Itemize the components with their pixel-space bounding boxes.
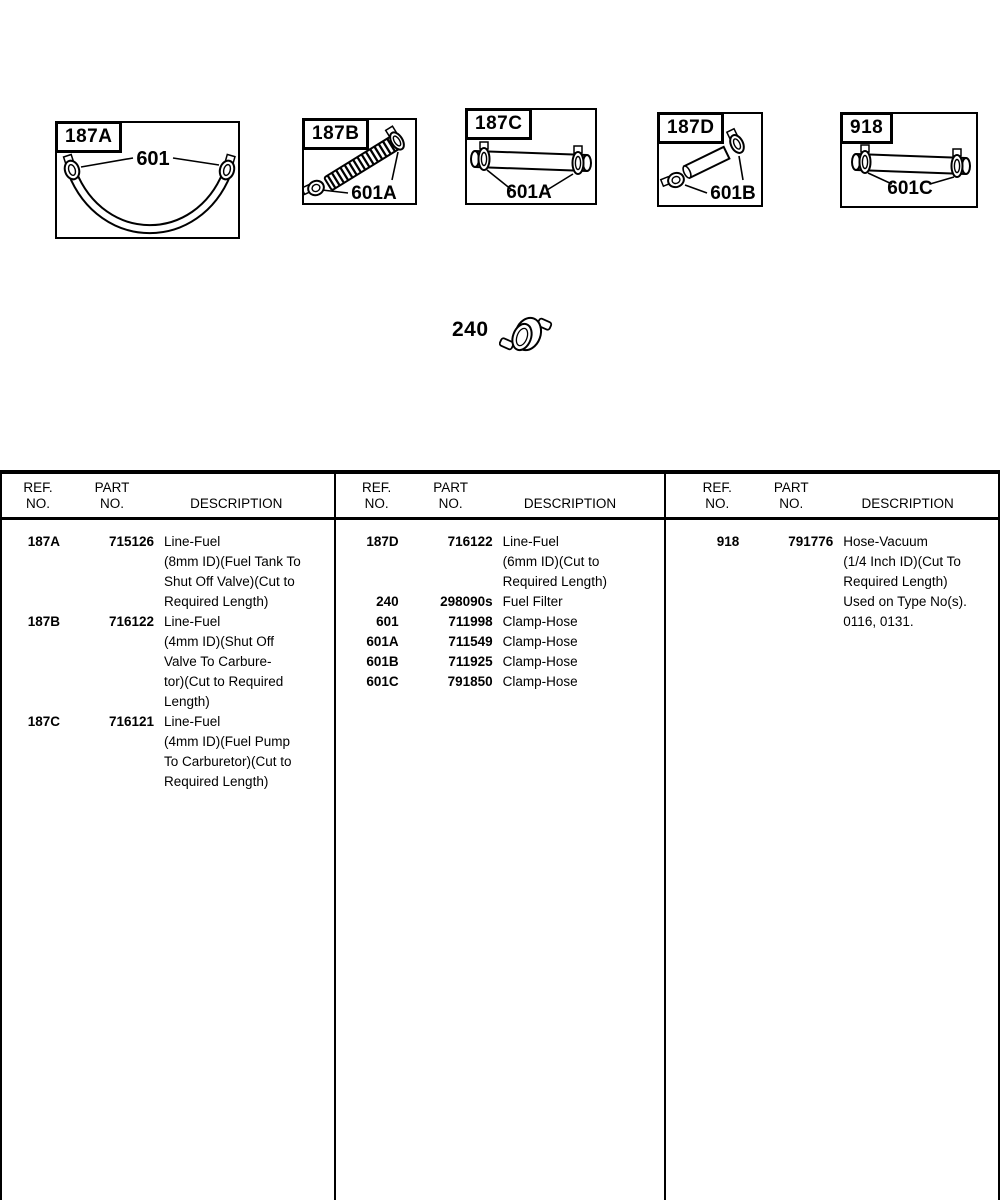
table-column-3: [663, 523, 998, 1200]
figure-tab-187a: 187A: [55, 121, 122, 153]
ref-no: 918: [716, 534, 740, 549]
figure-box-187c: [465, 108, 597, 205]
clamp-icon: [61, 154, 82, 182]
part-no-header: PART NO.: [433, 480, 468, 511]
figure-tab-187b: 187B: [302, 118, 369, 150]
description-header: DESCRIPTION: [861, 496, 954, 511]
part-description: Line-Fuel (8mm ID)(Fuel Tank To Shut Off Valve)(Cut to Required Length): [164, 534, 301, 609]
column-divider: [334, 474, 336, 1200]
part-description: Clamp-Hose: [502, 614, 578, 629]
ref-no-header: REF. NO.: [702, 480, 732, 511]
part-row: [355, 532, 664, 592]
part-no: 711925: [448, 654, 493, 669]
ref-no-header: REF. NO.: [361, 480, 392, 511]
clamp-icon: [660, 171, 686, 192]
part-no: 711549: [448, 634, 493, 649]
part-no-header: PART NO.: [94, 480, 130, 511]
part-no-header: PART NO.: [773, 480, 809, 511]
part-no: 716122: [447, 534, 493, 549]
part-no: 716122: [108, 614, 154, 629]
callout-601a: 601A: [351, 183, 397, 203]
part-row: [695, 532, 998, 632]
hose-icon: [681, 147, 729, 179]
ref-no: 187B: [27, 614, 60, 629]
callout-601b: 601B: [710, 183, 756, 204]
figure-tab-187d: 187D: [657, 112, 724, 144]
figure-box-187b: [302, 118, 417, 205]
description-header: DESCRIPTION: [523, 496, 617, 511]
part-row: [355, 632, 664, 652]
ref-no: 601C: [366, 674, 399, 689]
clamp-icon: [725, 128, 747, 155]
part-no: 711998: [448, 614, 493, 629]
ref-no-header: REF. NO.: [23, 480, 53, 511]
figure-box-187a: [55, 121, 240, 239]
part-row: [355, 672, 664, 692]
part-description: Clamp-Hose: [502, 654, 578, 669]
column-header-2: [335, 474, 664, 517]
clamp-icon: [218, 154, 238, 181]
ref-no: 240: [376, 594, 399, 609]
part-no: 298090s: [440, 594, 493, 609]
clamp-icon: [479, 142, 490, 170]
part-row: [16, 612, 335, 712]
part-description: Clamp-Hose: [502, 674, 578, 689]
part-description: Hose-Vacuum (1/4 Inch ID)(Cut To Required Length) Used on Type No(s). 0116, 0131.: [843, 534, 967, 629]
part-no: 791850: [447, 674, 493, 689]
ref-no: 601: [376, 614, 399, 629]
table-column-1: [2, 523, 335, 1200]
callout-601: 601: [136, 148, 170, 170]
part-description: Clamp-Hose: [502, 634, 578, 649]
table-body: [2, 523, 998, 1200]
part-no: 791776: [788, 534, 834, 549]
fuel-filter-row: [452, 318, 553, 360]
part-description: Fuel Filter: [502, 594, 563, 609]
clamp-icon: [304, 178, 326, 200]
part-row: [355, 592, 664, 612]
clamp-icon: [573, 146, 584, 174]
part-no: 715126: [108, 534, 154, 549]
figure-tab-187c: 187C: [465, 108, 532, 140]
column-header-3: [663, 474, 998, 517]
part-description: Line-Fuel (4mm ID)(Fuel Pump To Carburetor)(Cut to Required Length): [164, 714, 292, 789]
parts-table: [0, 470, 1000, 1200]
callout-601c: 601C: [887, 178, 933, 199]
table-header: [2, 474, 998, 520]
ref-no: 601B: [366, 654, 399, 669]
ref-no: 187D: [366, 534, 399, 549]
callout-240: 240: [452, 318, 489, 341]
figure-box-918: [840, 112, 978, 208]
part-no: 716121: [108, 714, 154, 729]
part-row: [355, 652, 664, 672]
clamp-icon: [952, 149, 963, 177]
part-description: Line-Fuel (6mm ID)(Cut to Required Length): [502, 534, 607, 589]
description-header: DESCRIPTION: [190, 496, 283, 511]
clamp-icon: [860, 145, 871, 173]
figure-tab-918: 918: [840, 112, 893, 144]
column-divider: [664, 474, 666, 1200]
part-description: Line-Fuel (4mm ID)(Shut Off Valve To Carbure- tor)(Cut to Required Length): [164, 614, 284, 709]
callout-601a: 601A: [506, 182, 552, 203]
fuel-filter-icon: [499, 312, 553, 360]
part-row: [16, 712, 335, 792]
figure-box-187d: [657, 112, 763, 207]
ref-no: 187A: [27, 534, 60, 549]
table-column-2: [335, 523, 664, 1200]
ref-no: 601A: [366, 634, 399, 649]
ref-no: 187C: [27, 714, 60, 729]
part-row: [16, 532, 335, 612]
part-row: [355, 612, 664, 632]
column-header-1: [2, 474, 335, 517]
